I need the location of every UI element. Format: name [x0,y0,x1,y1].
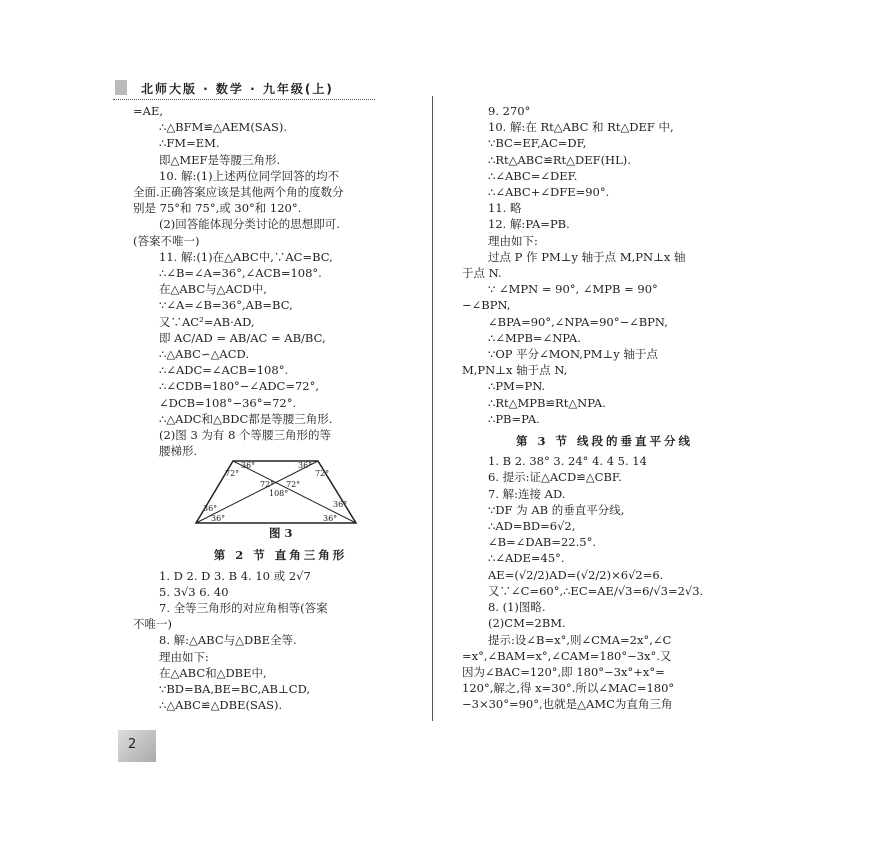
text-line: 1. D 2. D 3. B 4. 10 或 2√7 [159,568,311,583]
text-line: 1. B 2. 38° 3. 24° 4. 4 5. 14 [488,454,647,469]
text-line: ∴PB=PA. [488,411,540,426]
text-line: 在△ABC与△ACD中, [159,282,267,297]
text-line: −∠BPN, [462,298,511,313]
right-column [462,103,747,713]
text-line: ∴PM=PN. [488,379,546,394]
text-line: 提示:设∠B=x°,则∠CMA=2x°,∠C [488,632,672,647]
text-line: ∵∠A=∠B=36°,AB=BC, [159,298,293,313]
text-line: 10. 解:在 Rt△ABC 和 Rt△DEF 中, [488,120,674,135]
text-line: 理由如下: [488,233,538,248]
running-header [113,79,375,100]
text-line: ∴∠ADE=45°. [488,551,565,566]
angle-label: 36° [211,514,226,524]
text-line: (答案不唯一) [133,233,200,248]
text-line: (2)CM=2BM. [488,616,566,631]
text-line: ∴∠ABC+∠DFE=90°. [488,185,610,200]
angle-label: 72° [315,469,330,479]
header-marker [115,80,127,95]
text-line: (2)图 3 为有 8 个等腰三角形的等 [159,428,332,443]
text-line: ∴△ABC≌△DBE(SAS). [159,698,283,713]
angle-label: 72° [225,469,240,479]
angle-label: 36° [203,504,218,514]
text-line: 6. 提示:证△ACD≌△CBF. [488,470,622,485]
text-line: 理由如下: [159,649,209,664]
text-line: =AE, [133,104,163,118]
figure-3 [133,459,428,541]
text-line: ∴∠CDB=180°−∠ADC=72°, [159,379,320,394]
text-line: 12. 解:PA=PB. [488,217,570,232]
text-line: ∠DCB=108°−36°=72°. [159,395,297,410]
text-line: 5. 3√3 6. 40 [159,584,229,599]
section-title: 第 3 节 线段的垂直平分线 [515,434,693,449]
text-line: ∴∠MPB=∠NPA. [488,330,581,345]
text-line: ∴Rt△MPB≌Rt△NPA. [488,395,606,410]
text-line: ∵DF 为 AB 的垂直平分线, [488,502,625,517]
text-line: AE=(√2/2)AD=(√2/2)×6√2=6. [488,567,664,582]
text-line: ∴Rt△ABC≌Rt△DEF(HL). [488,152,631,167]
text-line: 又∵AC²=AB·AD, [159,314,255,329]
text-line: ∵ ∠MPN = 90°, ∠MPB = 90° [488,282,658,297]
page-number: 2 [128,737,137,752]
angle-label: 36° [323,514,338,524]
text-line: 11. 解:(1)在△ABC中,∵AC=BC, [159,249,333,264]
text-line: ∴FM=EM. [159,136,220,151]
text-line: ∵BC=EF,AC=DF, [488,136,587,151]
text-line: =x°,∠BAM=x°,∠CAM=180°−3x°.又 [462,648,672,663]
text-line: 在△ABC和△DBE中, [159,665,267,680]
text-line: ∵BD=BA,BE=BC,AB⊥CD, [159,682,311,697]
text-line: 于点 N. [462,266,502,281]
text-line: −3×30°=90°,也就是△AMC为直角三角 [462,697,673,712]
text-line: 即△MEF是等腰三角形. [159,152,281,167]
text-line: ∴△BFM≌△AEM(SAS). [159,120,288,135]
section-title: 第 2 节 直角三角形 [213,548,348,563]
angle-label: 72° [260,480,275,490]
text-line: ∠B=∠DAB=22.5°. [488,535,596,550]
column-divider [432,96,433,721]
angle-label: 36° [298,461,313,471]
text-line: (2)回答能体现分类讨论的思想即可. [159,217,340,232]
text-line: 因为∠BAC=120°,即 180°−3x°+x°= [462,664,665,679]
text-line: 10. 解:(1)上述两位同学回答的均不 [159,168,340,183]
page-number-tab [118,730,156,762]
text-line: 8. (1)图略. [488,600,546,615]
text-line: 不唯一) [133,617,172,632]
text-line: ∴∠ADC=∠ACB=108°. [159,363,289,378]
text-line: 腰梯形. [159,444,198,459]
text-line: 11. 略 [488,201,522,216]
left-column [133,103,428,714]
text-line: 别是 75°和 75°,或 30°和 120°. [133,201,302,216]
angle-label: 72° [286,480,301,490]
figure-caption: 图 3 [269,526,293,541]
text-line: 120°,解之,得 x=30°.所以∠MAC=180° [462,681,675,696]
text-line: 7. 解:连接 AD. [488,486,566,501]
text-line: 7. 全等三角形的对应角相等(答案 [159,601,328,616]
text-line: ∴∠ABC=∠DEF. [488,168,578,183]
text-line: ∠BPA=90°,∠NPA=90°−∠BPN, [488,314,668,329]
header-title: 北师大版 · 数学 · 九年级(上) [141,82,334,96]
text-line: 8. 解:△ABC与△DBE全等. [159,633,297,648]
text-line: ∴AD=BD=6√2, [488,519,576,534]
angle-label: 108° [269,489,289,499]
angle-label: 36° [333,500,348,510]
text-line: ∴∠B=∠A=36°,∠ACB=108°. [159,266,322,281]
text-line: ∴△ABC∽△ACD. [159,347,249,362]
text-line: ∵OP 平分∠MON,PM⊥y 轴于点 [488,347,658,362]
text-line: M,PN⊥x 轴于点 N, [462,363,568,378]
text-line: 又∵∠C=60°,∴EC=AE/√3=6/√3=2√3. [488,583,704,598]
fraction-line: 即 AC/AD = AB/AC = AB/BC, [159,330,326,345]
text-line: 全面.正确答案应该是其他两个角的度数分 [133,185,344,200]
angle-label: 36° [241,461,256,471]
text-line: 9. 270° [488,104,531,118]
text-line: ∴△ADC和△BDC都是等腰三角形. [159,411,333,426]
text-line: 过点 P 作 PM⊥y 轴于点 M,PN⊥x 轴 [488,249,686,264]
